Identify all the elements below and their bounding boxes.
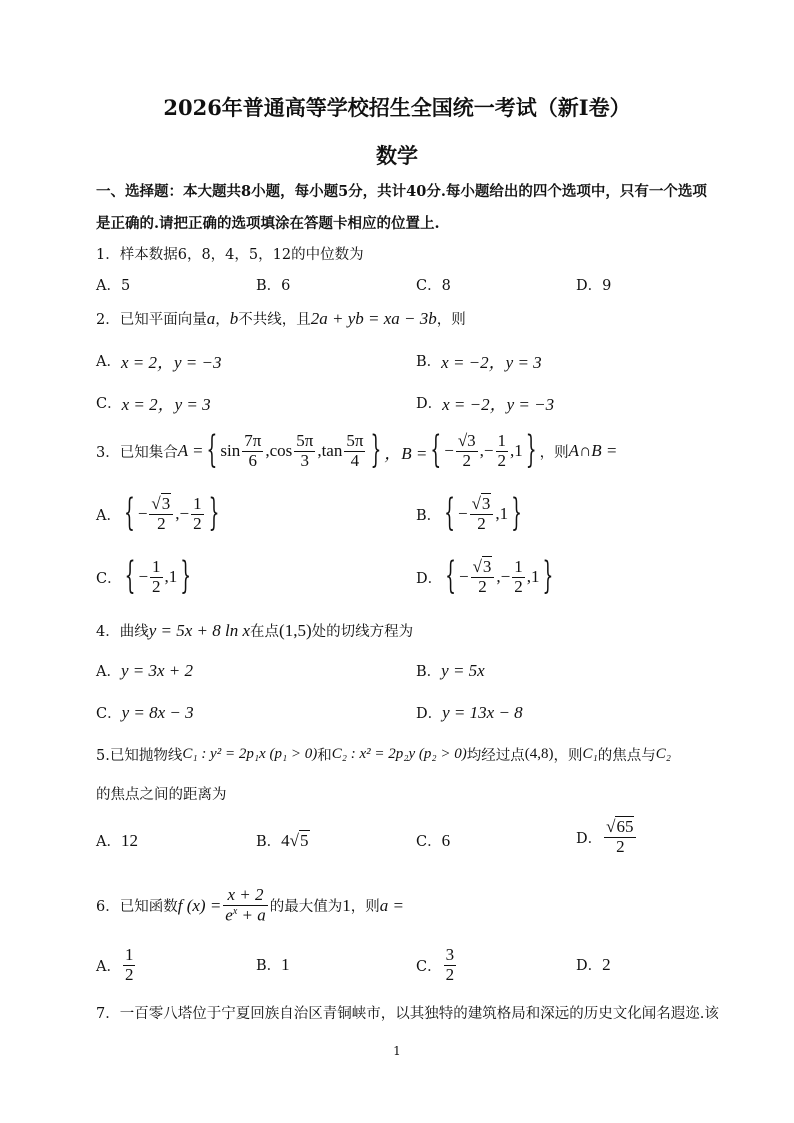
q2-label-d: D．: [416, 396, 443, 412]
q5-num: 5.已知抛物线: [96, 748, 183, 764]
q4-value-d: y = 13x − 8: [442, 702, 523, 722]
q5-value-d-denom: 2: [616, 836, 625, 856]
q3-cos-frac: $\frac{5\pi}{3}$: [296, 431, 314, 470]
q5-option-b: B． 4 √5: [256, 830, 309, 850]
q2-text: 不共线，且: [238, 312, 311, 328]
q2-label-b: B．: [416, 354, 442, 370]
section-heading-line2: 是正确的.请把正确的选项填涂在答题卡相应的位置上.: [96, 215, 440, 232]
q6-label-d: D．: [576, 958, 603, 974]
q6-label-b: B．: [256, 958, 282, 974]
q5-label-b: B．: [256, 834, 282, 850]
q4-value-a: y = 3x + 2: [120, 660, 194, 680]
q4-label-b: B．: [416, 664, 442, 680]
q5-mid: 均经过点: [466, 748, 525, 764]
q5-parabola-c1: C₁ : y² = 2p₁x (p₁ > 0): [182, 746, 318, 762]
q3-b-one: ,1: [510, 441, 523, 461]
q5-c2-ref: C₂: [655, 746, 671, 762]
q5-and: 和: [317, 748, 332, 764]
q2-vector-a: a: [206, 308, 216, 328]
q3-tan: ,tan: [317, 441, 343, 461]
q6-option-a: A． $\frac{1}{2}$: [96, 945, 134, 984]
q4-value-b: y = 5x: [441, 660, 485, 680]
q5-value-a: 12: [120, 830, 138, 850]
q2-option-c: [96, 390, 211, 415]
q3-sin: sin: [220, 441, 241, 461]
q6-label-a: A．: [96, 958, 121, 975]
exam-title: 2026年普通高等学校招生全国统一考试（新I卷）: [163, 95, 631, 120]
q4-label-c: C．: [96, 706, 122, 722]
q3-option-b: B． { − $\frac{√3}{2}$ ,1 }: [416, 492, 522, 537]
q6-value-b: 1: [281, 954, 290, 974]
q4-option-b: [416, 660, 485, 681]
q6-option-d: [576, 954, 611, 975]
q4-option-d: [416, 702, 523, 723]
q3-option-c: C． { − $\frac{1}{2}$ ,1 }: [96, 555, 192, 600]
q4-stem: [96, 620, 413, 641]
q6-value-d: 2: [602, 954, 611, 974]
q1-option-b: B．6: [256, 278, 291, 294]
q6-stem: [96, 886, 404, 925]
q1-option-d: D．9: [576, 278, 612, 294]
q3-b-frac1: $\frac{√3}{2}$: [457, 431, 476, 470]
q2-value-b: x = −2，y = 3: [441, 353, 542, 372]
q3-intersection: A∩B =: [568, 441, 618, 461]
q1-option-c: C．8: [416, 278, 451, 294]
q5-mid3: 的焦点与: [597, 748, 656, 764]
q3-option-a: A． { − $\frac{√3}{2}$ ,− $\frac{1}{2}$ }: [96, 492, 220, 537]
q3-set-b-label: ，B =: [384, 443, 428, 463]
q4-point: (1,5): [279, 620, 312, 640]
q5-value-b-coef: 4: [281, 830, 290, 850]
q5-point: (4,8): [524, 746, 554, 762]
section-heading-line1: 一、选择题：本大题共8小题，每小题5分，共计40分.每小题给出的四个选项中，只有一个选项: [96, 183, 707, 200]
q4-tail: 处的切线方程为: [311, 624, 414, 640]
q1-stem: 1．样本数据6，8，4，5，12的中位数为: [96, 247, 364, 263]
q2-stem: [96, 308, 466, 329]
q3-b-frac2: $\frac{1}{2}$: [497, 431, 506, 470]
q5-value-d-radicand: 65: [616, 817, 634, 836]
q5-label-a: A．: [96, 834, 121, 850]
q7-stem: 7．一百零八塔位于宁夏回族自治区青铜峡市，以其独特的建筑格局和深远的历史文化闻名遐迩.该: [96, 1006, 719, 1022]
q5-label-d: D．: [576, 830, 603, 847]
q2-equation: 2a + yb = xa − 3b: [310, 308, 437, 328]
q5-label-c: C．: [416, 834, 442, 850]
q5-parabola-c2: C₂ : x² = 2p₂y (p₂ > 0): [331, 746, 467, 762]
q3-option-d: D． { − $\frac{√3}{2}$ ,− $\frac{1}{2}$ ,1 }: [416, 555, 554, 600]
subject-title: 数学: [376, 143, 418, 168]
q6-a-eq: a =: [379, 895, 405, 915]
q2-label-a: A．: [96, 354, 121, 370]
q5-c1-ref: C₁: [582, 746, 598, 762]
q3-stem: 3．已知集合 A = { sin $\frac{7\pi}{6}$ ,cos $\frac{5\pi}{3}$ ,tan $\frac{5\pi}{4}$ } ，B = { − $\frac{√3}{2}$ ,− $\frac{1}{2}$ ,1 } ，则 A∩B =: [96, 429, 618, 474]
q2-value-c: x = 2，y = 3: [121, 395, 211, 414]
q3-num: 3．已知集合: [96, 444, 178, 461]
q2-num: 2．已知平面向量: [96, 312, 207, 328]
q5-option-c: [416, 830, 450, 851]
q5-mid2: ，则: [553, 748, 583, 764]
q5-option-a: [96, 830, 138, 851]
q6-num: 6．已知函数: [96, 899, 178, 916]
q6-function: f (x) =: [177, 895, 222, 915]
page-number: 1: [393, 1044, 401, 1058]
q4-mid: 在点: [250, 624, 280, 640]
q6-fraction: $\frac{x + 2}{e^x + a}$: [225, 885, 266, 925]
q3-cos: ,cos: [265, 441, 293, 461]
q2-value-d: x = −2，y = −3: [442, 395, 555, 414]
q6-option-b: [256, 954, 290, 975]
q2-option-d: [416, 390, 554, 415]
q5-line2: 的焦点之间的距离为: [96, 787, 227, 803]
q1-option-a: A．5: [96, 278, 131, 294]
q3-label-d: D．: [416, 570, 443, 587]
q6-mid: 的最大值为: [269, 899, 343, 916]
q2-sep: ，: [215, 312, 230, 328]
q2-vector-b: b: [229, 308, 239, 328]
q3-set-a-label: A =: [177, 441, 204, 461]
q2-option-b: [416, 348, 542, 373]
q3-label-c: C．: [96, 570, 122, 587]
q5-option-d: D． $\frac{√65}{2}$: [576, 818, 638, 856]
q6-option-c: C． $\frac{3}{2}$: [416, 945, 455, 984]
q2-tail: ，则: [436, 312, 466, 328]
q4-option-c: [96, 702, 194, 723]
q4-value-c: y = 8x − 3: [121, 702, 194, 722]
q4-num: 4．曲线: [96, 624, 149, 640]
q2-option-a: [96, 348, 222, 373]
q6-label-c: C．: [416, 958, 442, 975]
q3-label-b: B．: [416, 507, 442, 524]
q3-sin-frac: $\frac{7\pi}{6}$: [244, 431, 262, 470]
q3-tail: ，则: [539, 444, 569, 461]
q5-stem: [96, 744, 671, 765]
q6-tail: ，则: [350, 899, 380, 916]
q3-tan-frac: $\frac{5\pi}{4}$: [346, 431, 364, 470]
q2-value-a: x = 2，y = −3: [120, 353, 222, 372]
q4-label-d: D．: [416, 706, 443, 722]
q2-label-c: C．: [96, 396, 122, 412]
q5-value-c: 6: [441, 830, 451, 850]
q3-label-a: A．: [96, 507, 121, 524]
q4-label-a: A．: [96, 664, 121, 680]
q4-curve: y = 5x + 8 ln x: [148, 620, 251, 640]
q5-value-b-radicand: 5: [300, 830, 309, 850]
q4-option-a: [96, 660, 193, 681]
q6-one: 1: [342, 895, 351, 915]
